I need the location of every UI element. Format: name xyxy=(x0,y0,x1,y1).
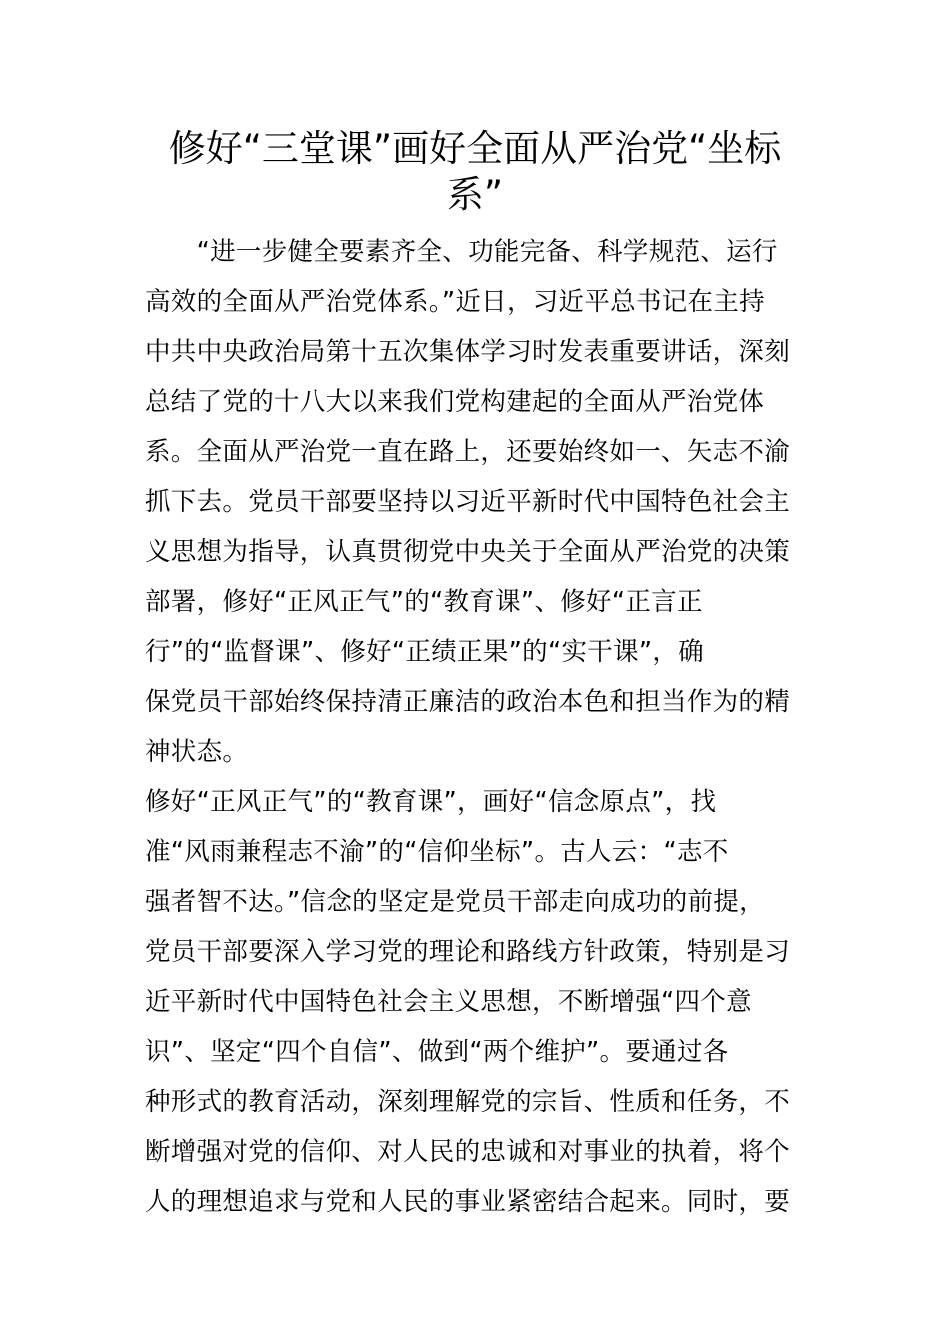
text-line: “进一步健全要素齐全、功能完备、科学规范、运行 xyxy=(145,237,778,267)
text-line: 准“风雨兼程志不渝”的“信仰坐标”。古人云：“志不 xyxy=(145,837,729,867)
paragraph-1 xyxy=(145,227,825,777)
document-body xyxy=(145,227,825,1227)
title-line-2: 系” xyxy=(446,173,504,216)
text-line: 修好“正风正气”的“教育课”，画好“信念原点”，找 xyxy=(145,787,717,817)
text-line: 义思想为指导，认真贯彻党中央关于全面从严治党的决策 xyxy=(145,537,791,567)
text-line: 识”、坚定“四个自信”、做到“两个维护”。要通过各 xyxy=(145,1037,729,1067)
text-line: 人的理想追求与党和人民的事业紧密结合起来。同时，要 xyxy=(145,1187,791,1217)
title-line-1: 修好“三堂课”画好全面从严治党“坐标 xyxy=(168,127,782,170)
text-line: 近平新时代中国特色社会主义思想，不断增强“四个意 xyxy=(145,987,752,1017)
text-line: 中共中央政治局第十五次集体学习时发表重要讲话，深刻 xyxy=(145,337,791,367)
text-line: 抓下去。党员干部要坚持以习近平新时代中国特色社会主 xyxy=(145,487,791,517)
text-line: 神状态。 xyxy=(145,737,249,767)
document-title xyxy=(145,126,805,218)
text-line: 行”的“监督课”、修好“正绩正果”的“实干课”，确 xyxy=(145,637,704,667)
text-line: 总结了党的十八大以来我们党构建起的全面从严治党体 xyxy=(145,387,765,417)
text-line: 系。全面从严治党一直在路上，还要始终如一、矢志不渝 xyxy=(145,437,791,467)
text-line: 党员干部要深入学习党的理论和路线方针政策，特别是习 xyxy=(145,937,791,967)
text-line: 部署，修好“正风正气”的“教育课”、修好“正言正 xyxy=(145,587,703,617)
text-line: 保党员干部始终保持清正廉洁的政治本色和担当作为的精 xyxy=(145,687,791,717)
paragraph-2 xyxy=(145,777,825,1227)
text-line: 断增强对党的信仰、对人民的忠诚和对事业的执着，将个 xyxy=(145,1137,791,1167)
text-line: 强者智不达。”信念的坚定是党员干部走向成功的前提， xyxy=(145,887,765,917)
text-line: 种形式的教育活动，深刻理解党的宗旨、性质和任务，不 xyxy=(145,1087,791,1117)
text-line: 高效的全面从严治党体系。”近日，习近平总书记在主持 xyxy=(145,287,765,317)
